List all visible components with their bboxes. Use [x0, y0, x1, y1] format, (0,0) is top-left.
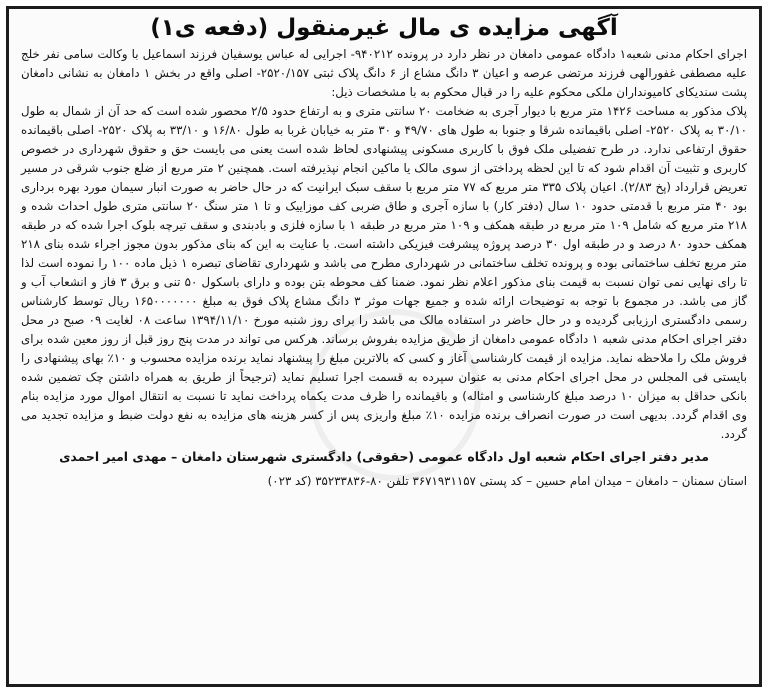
- notice-paragraph-details: پلاک مذکور به مساحت ۱۴۲۶ متر مربع با دیوار آجری به ضخامت ۲۰ سانتی متری و به ارتفاع حدود ۲/۵ محصور شده است که حد آن از شمال به طول ۳۰/۱۰ به پلاک ۲۵۲۰- اصلی باقیمانده شرقا و جنوبا به طول های ۴۹/۷۰ و ۳۰ متر به خیابان غربا به طول ۱۶/۸۰ و ۳۳/۱۰ به پلاک ۲۵۲۰- اصلی باقیمانده حقوق ارتفاعی ندارد. در طرح تفضیلی ملک فوق با کاربری مسکونی پیشنهادی لحاظ شده است یعنی می بایست حق و حقوق شهرداری در خصوص کاربری و تثبیت آن اقدام شود که تا این لحظه پرداختی از سوی مالک یا ماکین انجام نپذیرفته است. همچنین ۲ متر مربع از ضلع جنوب شرقی در مسیر تعریض قرارداد (پخ ۲/۸۳). اعیان پلاک ۳۳۵ متر مربع که ۷۷ متر مربع با سقف سبک ایرانیت که در حال حاضر به صورت انبار سیمان مورد بهره برداری بود ۴۰ متر مربع با قدمتی حدود ۱۰ سال (دفتر کار) با سازه آجری و طاق ضربی کف موزاییک و تا ۱ متر سنگ ۲۰ سانتی متری طول احداث شده و ۲۱۸ متر مربع که شامل ۱۰۹ متر مربع در طبقه همکف و ۱۰۹ متر مربع در طبقه ۱ با سازه فلزی و بادبندی و سقف تیرچه بلوک اجرا شده که در طبقه همکف حدود ۸۰ درصد و در طبقه اول ۳۰ درصد پروژه پیشرفت فیزیکی داشته است. با عنایت به این که بنای مذکور بدون مجوز اجراء شده بنای ۲۱۸ متر مربع تخلف ساختمانی بوده و پرونده تخلف ساختمانی در شهرداری مطرح می باشد و شهرداری تقاضای تبصره ۱ ذیل ماده ۱۰۰ را نموده است لذا تا رای نهایی نمی توان نسبت به قیمت بنای مذکور اعلام نظر نمود. ضمنا کف محوطه بتن بوده و دارای باسکول ۵۰ تنی و برق ۳ فاز و انشعاب آب و گاز می باشد. در مجموع با توجه به توضیحات ارائه شده و جمیع جهات موثر ۳ دانگ مشاع پلاک فوق به مبلغ ۱۶۵۰۰۰۰۰۰۰ ریال توسط کارشناس رسمی دادگستری ارزیابی گردیده و در حال حاضر در استفاده مالک می باشد را برای روز شنبه مورخ ۱۳۹۴/۱۱/۱۰ ساعت ۰۸ لغایت ۰۹ صبح در محل دفتر اجرای احکام مدنی شعبه ۱ دادگاه عمومی دامغان از طریق مزایده بفروش برساند. هرکس می تواند در مدت پنج روز قبل از روز معین شده برای فروش ملک را ملاحظه نماید. مزایده از قیمت کارشناسی آغاز و کسی که بالاترین مبلغ را پیشنهاد نماید برنده مزایده محسوب و ۱۰٪ بهای پیشنهادی را بایستی فی المجلس در محل اجرای احکام مدنی به عنوان سپرده به قسمت اجرا تسلیم نماید (ترجیحاً از طریق به همراه داشتن چک تضمین شده بانکی حداقل به میزان ۱۰ درصد مبلغ کارشناسی و امثاله) و باقیمانده را ظرف مدت یکماه پرداخت نماید تا نسبت به انتقال اموال مورد مزایده بنام وی اقدام گردد. بدیهی است در صورت انصراف برنده مزایده ۱۰٪ مبلغ واریزی پس از کسر هزینه های مزایده به نفع دولت ضبط و مزایده تجدید می گردد.: [21, 104, 748, 441]
- notice-body: [21, 45, 747, 444]
- notice-paragraph-intro: اجرای احکام مدنی شعبه۱ دادگاه عمومی دامغان در نظر دارد در پرونده ۹۴۰۲۱۲- اجرایی له عباس یوسفیان فرزند اسماعیل با وکالت سامی نفر خلج علیه مصطفی غفورالهی فرزند مرتضی عرصه و اعیان ۳ دانگ مشاع از ۶ دانگ پلاک ثبتی ۲۵۲۰/۱۵۷- اصلی واقع در بخش ۱ دامغان به نشانی دامغان پشت سندیکای کامیونداران ملکی محکوم علیه را در قبال محکوم به با مشخصات ذیل:: [21, 47, 747, 99]
- auction-notice: [6, 6, 762, 687]
- notice-signature: مدیر دفتر اجرای احکام شعبه اول دادگاه عمومی (حقوقی) دادگستری شهرستان دامغان – مهدی امیر احمدی: [59, 449, 709, 464]
- notice-title: آگهی مزایده ی مال غیرمنقول (دفعه ی۱): [150, 15, 618, 41]
- notice-address: استان سمنان – دامغان – میدان امام حسین – کد پستی ۳۶۷۱۹۳۱۱۵۷ تلفن ۸۰-۳۵۲۳۳۸۳۶ (کد ۰۲۳): [267, 474, 747, 488]
